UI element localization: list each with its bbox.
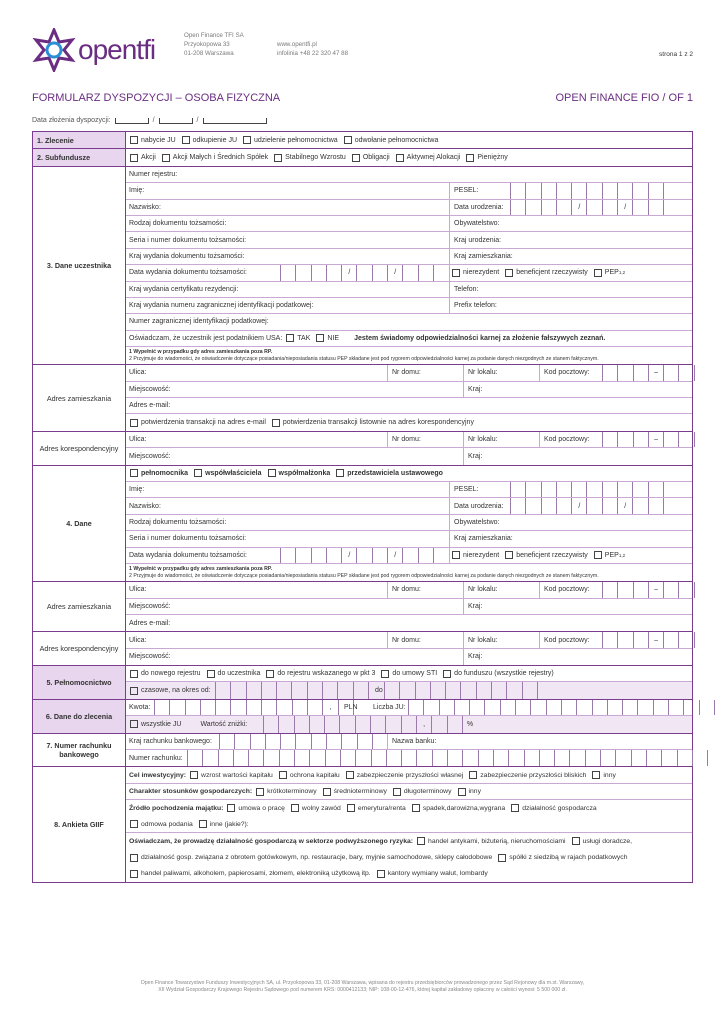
opt-label: Obligacji — [362, 154, 390, 162]
osw-kantory-checkbox[interactable] — [377, 870, 385, 878]
opt-label: nierezydent — [463, 551, 500, 559]
pesel-field[interactable] — [510, 482, 678, 497]
opt-label: zabezpieczenie przyszłości własnej — [356, 771, 464, 779]
date-day-field[interactable] — [115, 118, 149, 124]
nr-zagr-label: Numer zagranicznej identyfikacji podatkowej: — [129, 318, 269, 326]
ulica-label: Ulica: — [129, 436, 147, 444]
opt-label: wszystkie JU — [141, 720, 182, 728]
opt-label: potwierdzenia transakcji na adres e-mail — [141, 419, 266, 427]
opt-label: umowa o pracę — [238, 804, 285, 812]
pesel-label: PESEL: — [454, 187, 479, 195]
nierezydent-checkbox[interactable] — [452, 551, 460, 559]
nr-domu-label: Nr domu: — [392, 369, 421, 377]
kraj-zam-label: Kraj zamieszkania: — [454, 252, 513, 260]
opt-label: Akcji — [141, 154, 156, 162]
kraj-rach-label: Kraj rachunku bankowego: — [129, 737, 212, 745]
wart-comma: , — [416, 716, 431, 732]
nazwa-banku-label: Nazwa banku: — [392, 737, 437, 745]
pesel-field[interactable] — [510, 183, 678, 198]
opt-label: Aktywnej Alokacji — [406, 154, 461, 162]
wspolmalzonka-checkbox[interactable] — [268, 469, 276, 477]
wszystkie-ju-checkbox[interactable] — [130, 720, 138, 728]
section-4-label: 4. Dane — [33, 466, 126, 582]
ulica-label: Ulica: — [129, 586, 147, 594]
dob-field[interactable]: / / — [510, 498, 678, 513]
date-year-field[interactable] — [203, 118, 267, 124]
przedstawiciela-checkbox[interactable] — [336, 469, 344, 477]
zrodlo-inne-checkbox[interactable] — [199, 820, 207, 828]
opt-label: PEP — [604, 551, 619, 559]
kraj-wyd-label: Kraj wydania dokumentu tożsamości: — [129, 252, 245, 260]
prefix-label: Prefix telefon: — [454, 302, 497, 310]
kod-label: Kod pocztowy: — [544, 586, 590, 594]
opt-label: spadek,darowizna,wygrana — [422, 804, 506, 812]
section-8-label: 8. Ankieta GIIF — [33, 767, 126, 882]
logo — [32, 28, 162, 72]
date-month-field[interactable] — [159, 118, 193, 124]
pelnomocnika-checkbox[interactable] — [130, 469, 138, 477]
opt-label: działalność gospodarcza — [522, 804, 597, 812]
form-table — [32, 131, 693, 883]
kod-dash: – — [648, 432, 663, 447]
kwota-comma: , — [322, 700, 337, 715]
data-wyd-field[interactable]: / / — [280, 265, 448, 280]
opt-label: odwołanie pełnomocnictwa — [354, 136, 439, 144]
osw-raje-checkbox[interactable] — [498, 854, 506, 862]
obligacji-checkbox[interactable] — [352, 154, 360, 162]
opt-label: przedstawiciela ustawowego — [347, 469, 443, 477]
opt-label: krótkoterminowy — [267, 788, 317, 796]
company-city: 01-208 Warszawa — [184, 49, 234, 57]
nabycie-checkbox[interactable] — [130, 136, 138, 144]
numer-rach-field[interactable] — [187, 750, 722, 766]
dob-label: Data urodzenia: — [454, 502, 504, 510]
opt-label: potwierdzenia transakcji listownie na adres korespondencyjny — [282, 419, 474, 427]
opt-label: Stabilnego Wzrostu — [285, 154, 346, 162]
kraj-cert-label: Kraj wydania certyfikatu rezydencji: — [129, 285, 239, 293]
kod-field[interactable] — [602, 632, 709, 647]
kraj-label: Kraj: — [468, 653, 483, 661]
adres-kor-label: Adres korespondencyjny — [33, 432, 126, 465]
stabilnego-checkbox[interactable] — [274, 154, 282, 162]
kraj-label: Kraj: — [468, 602, 483, 610]
kod-field[interactable] — [602, 365, 709, 380]
czasowe-od-field[interactable] — [215, 682, 383, 698]
miejsc-label: Miejscowość: — [129, 452, 171, 460]
char-srednio-checkbox[interactable] — [323, 788, 331, 796]
opt-label: ochrona kapitału — [289, 771, 340, 779]
note-2: 2 Przyjmuje do wiadomości, że oświadczenie dotyczące posiadania/nieposiadania statusu PEP składane jest pod rygorem odpowiedzialności karnej za podanie danych niezgodnych ze stanem faktycznym. — [129, 355, 599, 362]
rodzaj-label: Rodzaj dokumentu tożsamości: — [129, 220, 227, 228]
opt-label: handel antykami, biżuterią, nieruchomościami — [428, 837, 566, 845]
opt-label: współwłaściciela — [205, 469, 262, 477]
email-label: Adres e-mail: — [129, 402, 171, 410]
opt-label: Pieniężny — [477, 154, 508, 162]
section-3-label: 3. Dane uczestnika — [33, 167, 126, 364]
liczba-field[interactable] — [408, 700, 725, 715]
aktywnej-checkbox[interactable] — [396, 154, 404, 162]
kod-dash: – — [648, 632, 663, 647]
udzielenie-checkbox[interactable] — [243, 136, 251, 144]
pesel-label: PESEL: — [454, 486, 479, 494]
kod-dash: – — [648, 365, 663, 380]
opt-label: inny — [603, 771, 616, 779]
fund-name: OPEN FINANCE FIO / OF 1 — [555, 92, 693, 104]
kod-label: Kod pocztowy: — [544, 369, 590, 377]
seria-label: Seria i numer dokumentu tożsamości: — [129, 236, 247, 244]
zrodlo-dzialalnosc-checkbox[interactable] — [511, 804, 519, 812]
pep-checkbox[interactable] — [594, 269, 602, 277]
beneficjent-checkbox[interactable] — [505, 551, 513, 559]
numer-rach-label: Numer rachunku: — [129, 754, 183, 762]
opt-label: odkupienie JU — [192, 136, 238, 144]
nr-domu-label: Nr domu: — [392, 586, 421, 594]
data-wyd-field[interactable]: / / — [280, 548, 448, 563]
miejsc-label: Miejscowość: — [129, 602, 171, 610]
pep-checkbox[interactable] — [594, 551, 602, 559]
opt-label: kantory wymiany walut, lombardy — [387, 870, 488, 878]
nowy-rejestr-checkbox[interactable] — [130, 670, 138, 678]
opt-label: emerytura/renta — [357, 804, 406, 812]
date-label: Data złożenia dyspozycji: — [32, 117, 111, 124]
zrodlo-spadek-checkbox[interactable] — [412, 804, 420, 812]
kod-label: Kod pocztowy: — [544, 436, 590, 444]
opt-label: do funduszu (wszystkie rejestry) — [454, 670, 554, 678]
opt-label: czasowe, na okres od: — [141, 687, 211, 695]
pep-superscript: 1,2 — [618, 270, 626, 276]
imie-label: Imię: — [129, 486, 145, 494]
opt-label: inny — [468, 788, 481, 796]
kraj-rach-field[interactable] — [219, 734, 387, 749]
form-title: FORMULARZ DYSPOZYCJI – OSOBA FIZYCZNA — [32, 92, 281, 104]
wart-label: Wartość zniżki: — [200, 720, 248, 728]
dob-label: Data urodzenia: — [454, 203, 504, 211]
opt-label: nabycie JU — [141, 136, 176, 144]
opt-label: odmowa podania — [141, 820, 193, 828]
do-uczestnika-checkbox[interactable] — [207, 670, 215, 678]
opt-label: średnioterminowy — [333, 788, 387, 796]
adres-kor-label: Adres korespondencyjny — [33, 632, 126, 665]
footer-line-1: Open Finance Towarzystwo Funduszy Inwestycyjnych SA, ul. Przyokopowa 33, 01-208 Warszawa, wpisana do rejestru przedsiębiorców prowadzonego przez Sąd Rejonowy dla m.st. Warszawy, — [140, 980, 585, 986]
obyw-label: Obywatelstwo: — [454, 518, 500, 526]
opt-label: beneficjent rzeczywisty — [516, 269, 588, 277]
company-hotline: infolinia +48 22 320 47 88 — [277, 49, 349, 57]
char-dlugo-checkbox[interactable] — [393, 788, 401, 796]
kod-label: Kod pocztowy: — [544, 636, 590, 644]
nr-lok-label: Nr lokalu: — [468, 369, 498, 377]
nr-domu-label: Nr domu: — [392, 636, 421, 644]
opt-label: do uczestnika — [217, 670, 261, 678]
cel-wlasna-checkbox[interactable] — [346, 771, 354, 779]
section-7-label: 7. Numer rachunku bankowego — [33, 734, 126, 767]
section-5-label: 5. Pełnomocnictwo — [33, 666, 126, 699]
char-krotko-checkbox[interactable] — [256, 788, 264, 796]
kraj-zam-label: Kraj zamieszkania: — [454, 535, 513, 543]
note-1: 1 Wypełnić w przypadku gdy adres zamieszkania poza RP. — [129, 565, 273, 572]
liczba-label: Liczba JU: — [373, 704, 406, 712]
opt-label: działalność gosp. związana z obrotem gotówkowym, np. restauracje, bary, myjnie samochodowe, sklepy całodobowe — [141, 854, 493, 862]
reg-label: Numer rejestru: — [129, 170, 178, 178]
kraj-label: Kraj: — [468, 385, 483, 393]
zrodlo-wolny-checkbox[interactable] — [291, 804, 299, 812]
kraj-ur-label: Kraj urodzenia: — [454, 236, 502, 244]
dob-field[interactable]: / / — [510, 200, 678, 215]
odkupienie-checkbox[interactable] — [182, 136, 190, 144]
opt-label: Akcji Małych i Średnich Spółek — [172, 154, 269, 162]
miejsc-label: Miejscowość: — [129, 385, 171, 393]
char-label: Charakter stosunków gospodarczych: — [129, 788, 253, 796]
opt-label: pełnomocnika — [141, 469, 189, 477]
opt-label: handel paliwami, alkoholem, papierosami, złomem, elektroniką użytkową itp. — [141, 870, 371, 878]
osw-label: Oświadczam, że prowadzę działalność gospodarczą w sektorze podwyższonego ryzyka: — [129, 837, 414, 845]
opt-label: długoterminowy — [403, 788, 452, 796]
pot-list-checkbox[interactable] — [272, 419, 280, 427]
nr-lok-label: Nr lokalu: — [468, 636, 498, 644]
zrodlo-odmowa-checkbox[interactable] — [130, 820, 138, 828]
footer-line-2: XII Wydział Gospodarczy Krajowego Rejestru Sądowego pod numerem KRS: 0000412133; NIP: 108-00-12-476, której kapitał zakładowy opłacony w całości wynosi: 5 500 000 zł. — [158, 987, 567, 993]
note-1: 1 Wypełnić w przypadku gdy adres zamieszkania poza RP. — [129, 349, 273, 356]
umowa-sti-checkbox[interactable] — [381, 670, 389, 678]
opt-label: udzielenie pełnomocnictwa — [254, 136, 338, 144]
tel-label: Telefon: — [454, 285, 479, 293]
akcji-checkbox[interactable] — [130, 154, 138, 162]
opt-label: wzrost wartości kapitału — [201, 771, 273, 779]
beneficjent-checkbox[interactable] — [505, 269, 513, 277]
nr-lok-label: Nr lokalu: — [468, 436, 498, 444]
char-inny-checkbox[interactable] — [458, 788, 466, 796]
opt-label: beneficjent rzeczywisty — [516, 551, 588, 559]
seria-label: Seria i numer dokumentu tożsamości: — [129, 535, 247, 543]
wspolwlasciciela-checkbox[interactable] — [194, 469, 202, 477]
osw-paliwa-checkbox[interactable] — [130, 870, 138, 878]
opt-label: PEP — [604, 269, 619, 277]
opt-label: do rejestru wskazanego w pkt 3 — [277, 670, 376, 678]
opt-label: współmałżonka — [278, 469, 331, 477]
osw-doradcze-checkbox[interactable] — [572, 837, 580, 845]
company-name: Open Finance TFI SA — [184, 32, 244, 39]
adres-zam-label: Adres zamieszkania — [33, 365, 126, 431]
imie-label: Imię: — [129, 187, 145, 195]
opt-label: wolny zawód — [301, 804, 341, 812]
usa-statement: Jestem świadomy odpowiedzialności karnej za złożenie fałszywych zeznań. — [354, 334, 606, 342]
czasowe-checkbox[interactable] — [130, 687, 138, 695]
opt-label: spółki z siedzibą w rajach podatkowych — [509, 854, 628, 862]
company-www: www.opentfi.pl — [277, 41, 317, 48]
company-street: Przyokopowa 33 — [184, 40, 230, 48]
do-label: do — [375, 687, 383, 695]
email-label: Adres e-mail: — [129, 619, 171, 627]
cel-label: Cel inwestycyjny: — [129, 771, 187, 779]
section-6-label: 6. Dane do zlecenia — [33, 700, 126, 733]
pieniezny-checkbox[interactable] — [466, 154, 474, 162]
kwota-field[interactable] — [154, 700, 368, 715]
zrodlo-emerytura-checkbox[interactable] — [347, 804, 355, 812]
rodzaj-label: Rodzaj dokumentu tożsamości: — [129, 518, 227, 526]
miejsc-label: Miejscowość: — [129, 653, 171, 661]
czasowe-do-field[interactable] — [384, 682, 552, 698]
ulica-label: Ulica: — [129, 636, 147, 644]
kod-field[interactable] — [602, 432, 709, 447]
adres-zam-label: Adres zamieszkania — [33, 582, 126, 631]
opt-label: do umowy STI — [392, 670, 438, 678]
osw-gotowka-checkbox[interactable] — [130, 854, 138, 862]
opt-label: zabezpieczenie przyszłości bliskich — [480, 771, 587, 779]
cel-wzrost-checkbox[interactable] — [190, 771, 198, 779]
section-2-label: 2. Subfundusze — [33, 149, 126, 165]
nr-domu-label: Nr domu: — [392, 436, 421, 444]
cel-bliskich-checkbox[interactable] — [469, 771, 477, 779]
obyw-label: Obywatelstwo: — [454, 220, 500, 228]
do-funduszu-checkbox[interactable] — [443, 670, 451, 678]
zrodlo-label: Źródło pochodzenia majątku: — [129, 804, 224, 812]
note-2: 2 Przyjmuje do wiadomości, że oświadczenie dotyczące posiadania/nieposiadania statusu PEP składane jest pod rygorem odpowiedzialności karnej za podanie danych niezgodnych ze stanem faktycznym. — [129, 572, 599, 579]
odwolanie-checkbox[interactable] — [344, 136, 352, 144]
opt-label: TAK — [297, 334, 311, 342]
zrodlo-umowa-checkbox[interactable] — [227, 804, 235, 812]
opt-label: do nowego rejestru — [141, 670, 201, 678]
usa-label: Oświadczam, że uczestnik jest podatnikiem USA: — [129, 334, 283, 342]
logo-text: opentfi — [78, 34, 156, 65]
data-wyd-label: Data wydania dokumentu tożsamości: — [129, 551, 247, 559]
cel-ochrona-checkbox[interactable] — [279, 771, 287, 779]
opt-label: NIE — [327, 334, 340, 342]
pot-email-checkbox[interactable] — [130, 419, 138, 427]
ulica-label: Ulica: — [129, 369, 147, 377]
page-number: strona 1 z 2 — [659, 51, 693, 58]
kraj-label: Kraj: — [468, 452, 483, 460]
nazwisko-label: Nazwisko: — [129, 203, 161, 211]
akcji-msp-checkbox[interactable] — [162, 154, 170, 162]
opt-label: usługi doradcze, — [582, 837, 633, 845]
osw-antyki-checkbox[interactable] — [417, 837, 425, 845]
kwota-label: Kwota: — [129, 704, 151, 712]
nr-lok-label: Nr lokalu: — [468, 586, 498, 594]
section-1-label: 1. Zlecenie — [33, 132, 126, 148]
wart-field[interactable] — [263, 716, 477, 732]
star-logo-icon — [32, 28, 76, 72]
cel-inny-checkbox[interactable] — [592, 771, 600, 779]
data-wyd-label: Data wydania dokumentu tożsamości: — [129, 269, 247, 277]
pln-label: PLN — [344, 704, 358, 712]
nierezydent-checkbox[interactable] — [452, 269, 460, 277]
rejestr-pkt3-checkbox[interactable] — [266, 670, 274, 678]
pep-superscript: 1,2 — [618, 552, 626, 558]
wart-percent: % — [462, 716, 477, 732]
kod-field[interactable] — [602, 582, 709, 597]
opt-label: nierezydent — [463, 269, 500, 277]
usa-nie-checkbox[interactable] — [316, 334, 324, 342]
kod-dash: – — [648, 582, 663, 597]
nazwisko-label: Nazwisko: — [129, 502, 161, 510]
kraj-nip-label: Kraj wydania numeru zagranicznej identyfikacji podatkowej: — [129, 302, 314, 310]
opt-label: inne (jakie?): — [209, 820, 249, 828]
usa-tak-checkbox[interactable] — [286, 334, 294, 342]
